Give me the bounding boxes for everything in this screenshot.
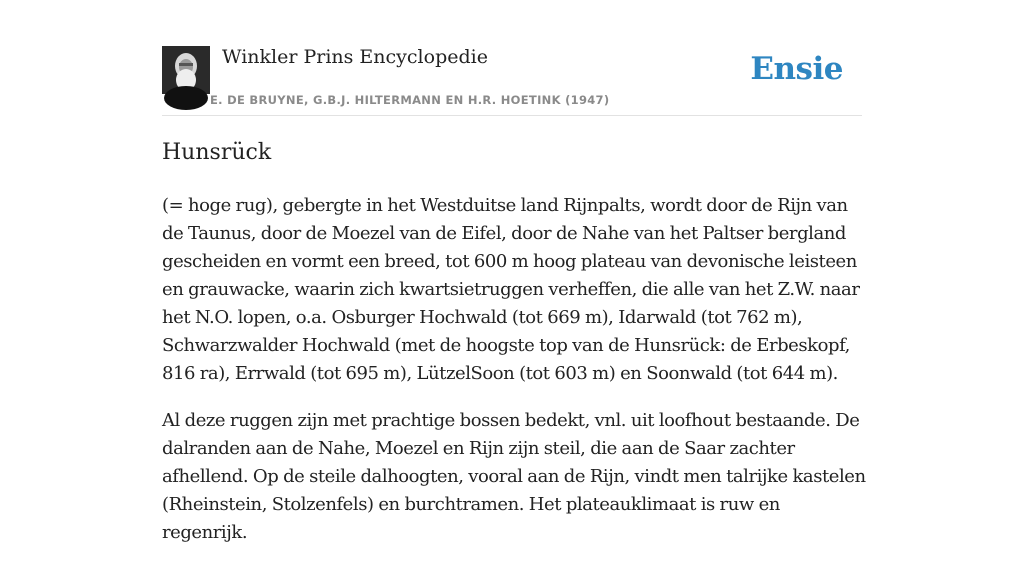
site-header [162,46,862,116]
article-paragraph: (= hoge rug), gebergte in het Westduitse land Rijnpalts, wordt door de Rijn van de Taunus, door de Moezel van de Eifel, door de Nahe van het Paltser bergland gescheiden en vormt een breed, tot 600 m hoog plateau van devonische leisteen en grauwacke, waarin zich kwartsietruggen verheffen, die alle van het Z.W. naar het N.O. lopen, o.a. Osburger Hochwald (tot 669 m), Idarwald (tot 762 m), Schwarzwalder Hochwald (met de hoogste top van de Hunsrück: de Erbeskopf, 816 ra), Errwald (tot 695 m), LützelSoon (tot 603 m) en Soonwald (tot 644 m). [162,195,860,384]
article-body [162,192,866,566]
article-title: Hunsrück [162,140,272,165]
article-paragraph: Al deze ruggen zijn met prachtige bossen bedekt, vnl. uit loofhout bestaande. De dalranden aan de Nahe, Moezel en Rijn zijn steil, die aan de Saar zachter afhellend. Op de steile dalhoogten, vooral aan de Rijn, vindt men talrijke kastelen (Rheinstein, Stolzenfels) en burchtramen. Het plateauklimaat is ruw en regenrijk. [162,410,866,543]
site-title[interactable]: Winkler Prins Encyclopedie [222,46,488,68]
byline: E. DE BRUYNE, G.B.J. HILTERMANN EN H.R. HOETINK (1947) [210,93,610,107]
ensie-logo[interactable]: Ensie [750,51,843,87]
portrait-icon [162,46,210,94]
